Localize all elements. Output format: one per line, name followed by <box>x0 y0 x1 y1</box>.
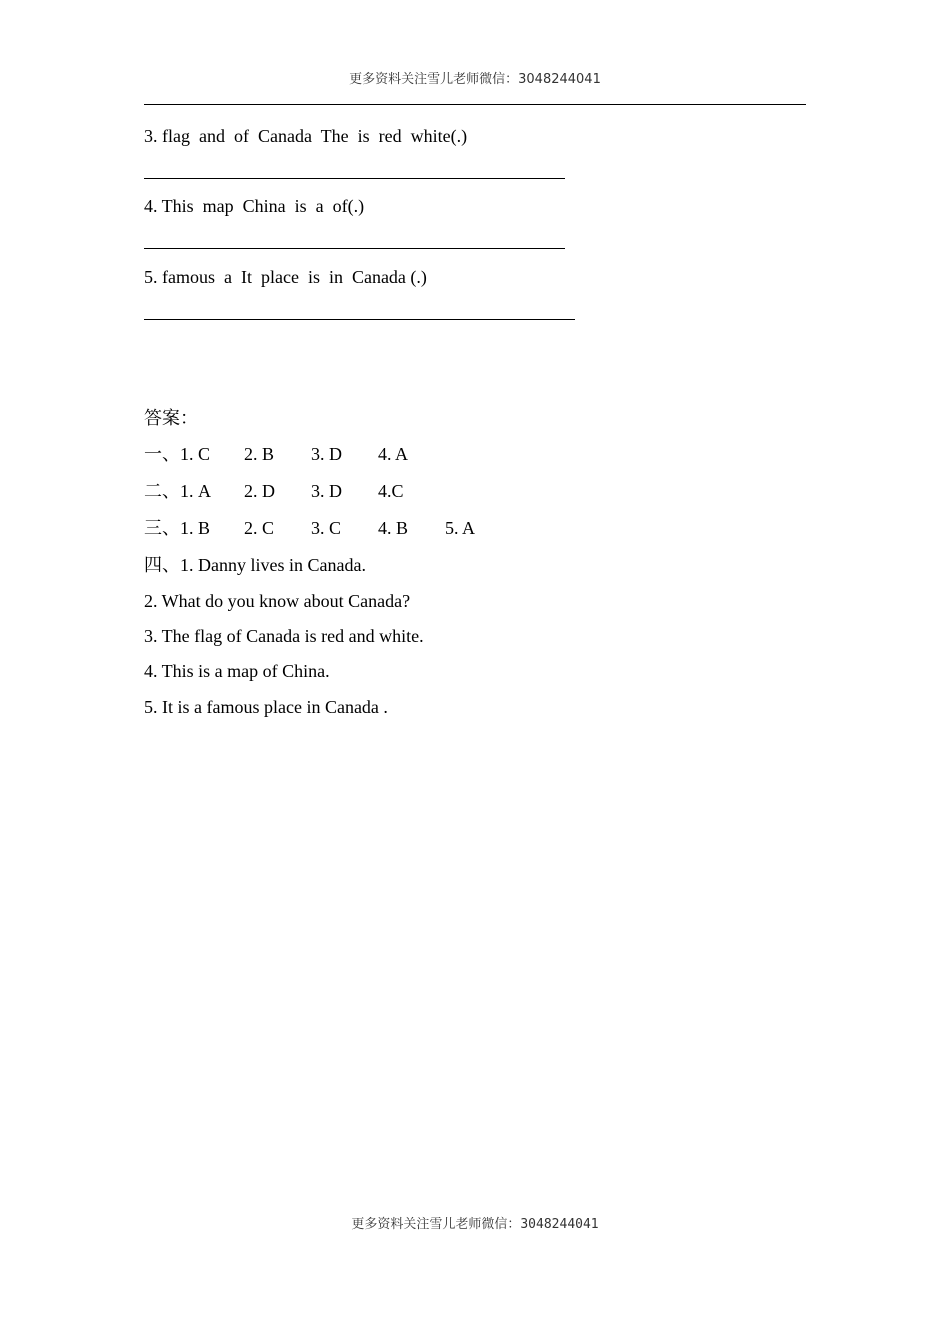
question-3: 3. flag and of Canada The is red white(.) <box>144 126 468 146</box>
answer-item: 4. B <box>378 518 409 538</box>
answer-sentence-3: 3. The flag of Canada is red and white. <box>144 626 424 646</box>
answer-row-3-prefix: 三、1. B <box>144 518 211 538</box>
answer-sentence-4: 4. This is a map of China. <box>144 661 330 681</box>
answer-item: 3. C <box>311 518 342 538</box>
answer-row-1 <box>144 443 445 465</box>
answer-row-2 <box>144 480 445 502</box>
answer-item: 3. D <box>311 481 342 501</box>
answers-title: 答案： <box>144 408 198 428</box>
answer-item: 4.C <box>378 481 404 501</box>
answer-item: 2. D <box>244 481 275 501</box>
answer-row-2-prefix: 二、1. A <box>144 481 211 501</box>
answer-sentence-2: 2. What do you know about Canada? <box>144 591 411 611</box>
answer-line-3 <box>144 178 565 179</box>
answer-sentence-1: 四、1. Danny lives in Canada. <box>144 555 366 575</box>
answer-row-3 <box>144 517 512 539</box>
answer-line-5 <box>144 319 575 320</box>
answer-row-1-prefix: 一、1. C <box>144 444 211 464</box>
answer-item: 2. B <box>244 444 275 464</box>
page-header: 更多资料关注雪儿老师微信：3048244041 <box>349 72 601 87</box>
question-5: 5. famous a It place is in Canada (.) <box>144 267 427 287</box>
answer-item: 3. D <box>311 444 342 464</box>
header-divider <box>144 104 806 105</box>
answer-sentence-5: 5. It is a famous place in Canada . <box>144 697 388 717</box>
answer-item: 5. A <box>445 518 476 538</box>
answer-line-4 <box>144 248 565 249</box>
question-4: 4. This map China is a of(.) <box>144 196 365 216</box>
page-footer: 更多资料关注雪儿老师微信：3048244041 <box>351 1217 599 1232</box>
answer-item: 2. C <box>244 518 275 538</box>
answer-item: 4. A <box>378 444 409 464</box>
